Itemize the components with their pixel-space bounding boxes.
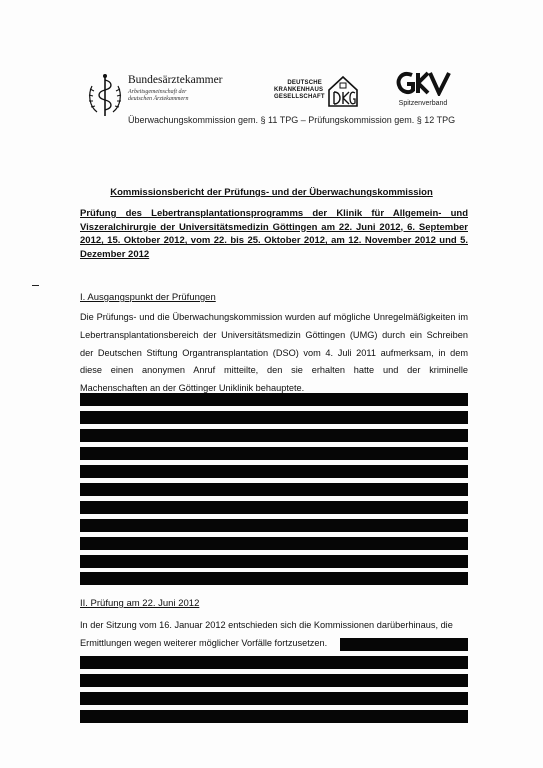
dkg-logo	[274, 74, 374, 108]
margin-mark	[32, 285, 39, 286]
gkv-name: Spitzenverband	[398, 100, 448, 107]
dkg-house-icon	[326, 74, 360, 108]
gkv-emblem-icon	[396, 70, 452, 96]
commission-line: Überwachungskommission gem. § 11 TPG – Prüfungskommission gem. § 12 TPG	[128, 115, 456, 125]
gkv-logo	[388, 70, 458, 114]
dkg-name-line: DEUTSCHE	[287, 80, 322, 86]
redaction-bar	[80, 519, 468, 532]
redaction-bar	[80, 501, 468, 514]
report-subject: Prüfung des Lebertransplantationsprogramms der Klinik für Allgemein- und Viszeralchirurgie der Universitätsmedizin Göttingen am 22. Juni 2012, 6. September 2012, 15. Oktober 2012, vom 22. bis 25. Oktober 2012, am 12. November 2012 und 5. Dezember 2012	[80, 208, 468, 260]
redaction-bar	[80, 429, 468, 442]
redaction-bar	[80, 393, 468, 406]
report-title: Kommissionsbericht der Prüfungs- und der Überwachungskommission	[110, 187, 433, 198]
redaction-bar	[80, 656, 468, 669]
redaction-bar	[80, 537, 468, 550]
dkg-name-line: KRANKENHAUS	[274, 87, 324, 93]
baek-name: Bundesärztekammer	[128, 74, 223, 86]
baek-subtitle: Arbeitsgemeinschaft der deutschen Ärztekammern	[128, 89, 189, 102]
redaction-bar	[340, 638, 468, 651]
redaction-bar	[80, 555, 468, 568]
dkg-name	[274, 80, 325, 101]
section-heading: II. Prüfung am 22. Juni 2012	[80, 598, 200, 609]
section-paragraph: In der Sitzung vom 16. Januar 2012 entschieden sich die Kommissionen darüberhinaus, die Ermittlungen wegen weiterer möglicher Vorfälle fortzusetzen.	[80, 620, 453, 648]
redaction-bar	[80, 692, 468, 705]
redaction-bar	[80, 411, 468, 424]
redaction-bar	[80, 447, 468, 460]
dkg-name-line: GESELLSCHAFT	[274, 94, 325, 100]
redaction-bar	[80, 710, 468, 723]
redaction-bar	[80, 465, 468, 478]
redaction-bar	[80, 483, 468, 496]
section-heading: I. Ausgangspunkt der Prüfungen	[80, 292, 216, 303]
aesculapian-staff-icon	[86, 72, 124, 118]
section-paragraph: Die Prüfungs- und die Überwachungskommission wurden auf mögliche Unregelmäßigkeiten im Lebertransplantationsbereich der Universitätsmedizin Göttingen (UMG) durch ein Schreiben der Deutschen Stiftung Organtransplantation (DSO) vom 4. Juli 2011 aufmerksam, in dem diese einen anonymen Anruf mitteilte, den sie erhalten hatte und der kriminelle Machenschaften an der Göttinger Uniklinik behauptete.	[80, 312, 468, 394]
redaction-bar	[80, 674, 468, 687]
redaction-bar	[80, 572, 468, 585]
